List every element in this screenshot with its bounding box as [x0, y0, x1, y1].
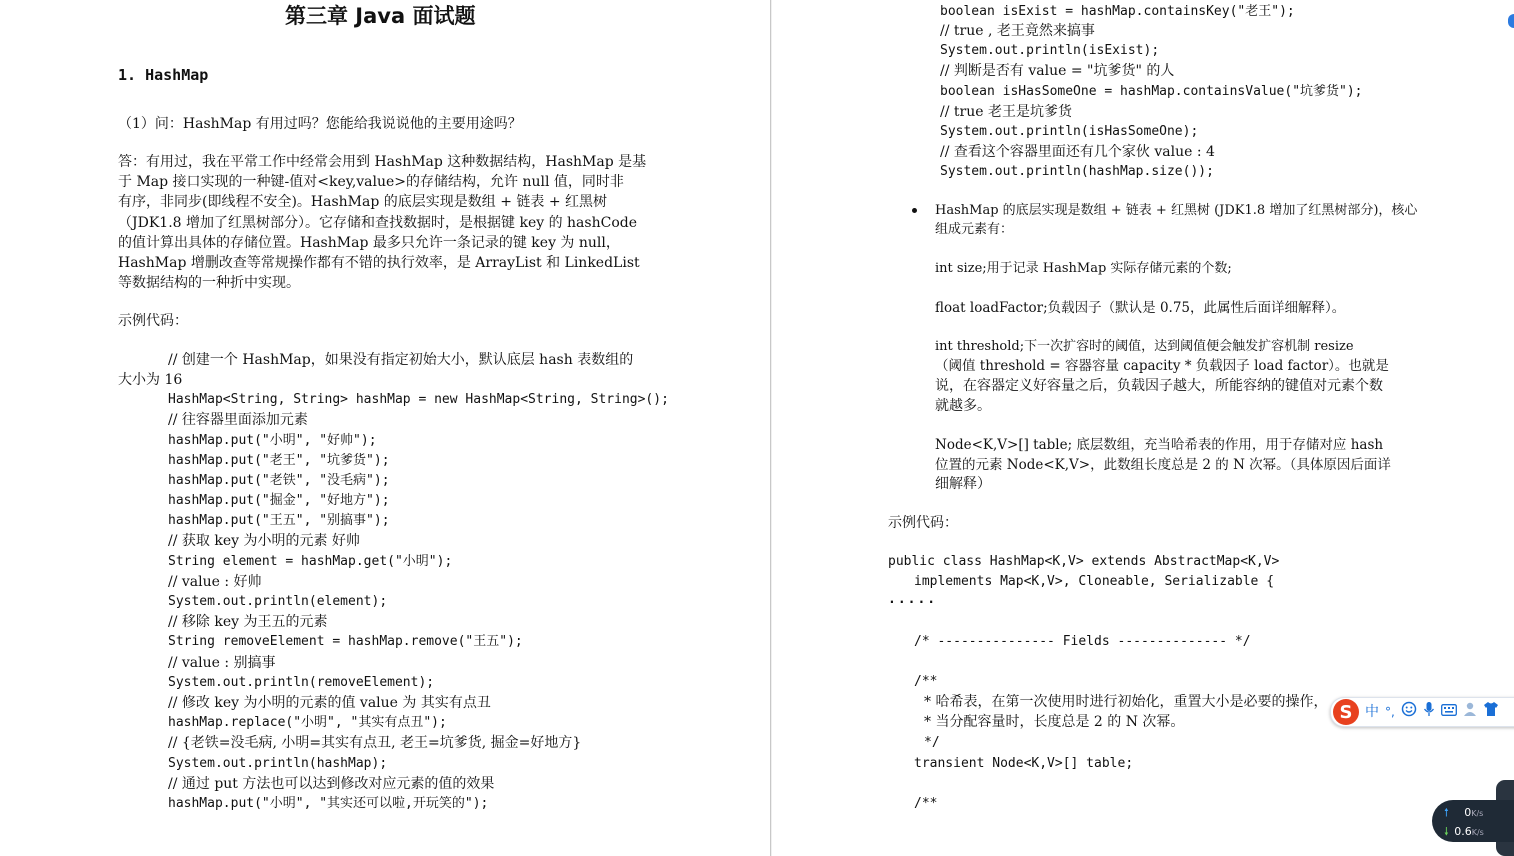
bullet-text: 组成元素有：: [935, 222, 1014, 237]
code-comment: // true 老王是坑爹货: [940, 104, 1072, 120]
ime-toolbar: [1330, 697, 1514, 727]
upload-speed: 0: [1464, 806, 1472, 819]
document-page-right: [772, 0, 1514, 856]
emoji-icon[interactable]: [1401, 701, 1417, 723]
code-line: /* --------------- Fields -------------- */: [914, 634, 1251, 649]
code-line: String removeElement = hashMap.remove("王五");: [168, 634, 523, 649]
code-comment: // 往容器里面添加元素: [168, 412, 308, 428]
download-speed: 0.6: [1454, 825, 1472, 838]
sogou-logo-icon[interactable]: S: [1333, 699, 1359, 725]
code-line: public class HashMap<K,V> extends AbstractMap<K,V>: [888, 554, 1280, 569]
field-desc: （阈值 threshold = 容器容量 capacity * 负载因子 load factor）。也就是: [935, 358, 1389, 374]
code-line: .....: [888, 592, 938, 607]
code-line: System.out.println(isExist);: [940, 43, 1160, 58]
code-comment: // 修改 key 为小明的元素的值 value 为 其实有点丑: [168, 695, 491, 711]
field-desc: 位置的元素 Node<K,V>，此数组长度总是 2 的 N 次幂。（具体原因后面详: [935, 457, 1391, 473]
answer-line: 有序，非同步(即线程不安全)。HashMap 的底层实现是数组 + 链表 + 红黑树: [118, 194, 608, 210]
code-comment: // value : 别搞事: [168, 655, 276, 671]
bullet-text: HashMap 的底层实现是数组 + 链表 + 红黑树 (JDK1.8 增加了红黑树部分)，核心: [935, 203, 1418, 218]
code-line: /**: [914, 796, 938, 811]
code-line: System.out.println(hashMap.size());: [940, 164, 1214, 179]
code-line: hashMap.put("王五", "别搞事");: [168, 513, 390, 528]
ime-mode-toggle[interactable]: 中: [1365, 704, 1379, 720]
user-icon[interactable]: [1463, 701, 1477, 723]
code-line: hashMap.put("小明", "其实还可以啦,开玩笑的");: [168, 796, 489, 811]
field-desc: 就越多。: [935, 398, 991, 414]
code-comment: // 判断是否有 value = "坑爹货" 的人: [940, 63, 1175, 79]
code-comment: * 哈希表，在第一次使用时进行初始化，重置大小是必要的操作，: [924, 694, 1328, 710]
code-line: hashMap.put("小明", "好帅");: [168, 433, 377, 448]
code-line: System.out.println(removeElement);: [168, 675, 435, 690]
code-line: */: [924, 735, 940, 750]
code-line: boolean isHasSomeOne = hashMap.containsValue("坑爹货");: [940, 84, 1363, 99]
side-scroll-indicator[interactable]: [1508, 14, 1514, 28]
answer-line: 的值计算出具体的存储位置。HashMap 最多只允许一条记录的键 key 为 null，: [118, 235, 620, 251]
download-unit: K/s: [1471, 828, 1484, 837]
bullet-icon: [912, 208, 917, 213]
tshirt-icon[interactable]: [1483, 701, 1499, 723]
field-desc: float loadFactor;负载因子（默认是 0.75，此属性后面详细解释）。: [935, 300, 1346, 316]
answer-line: 等数据结构的一种折中实现。: [118, 275, 300, 291]
code-comment: // 查看这个容器里面还有几个家伙 value : 4: [940, 144, 1215, 160]
code-comment: // 通过 put 方法也可以达到修改对应元素的值的效果: [168, 776, 495, 792]
code-line: hashMap.put("老铁", "没毛病");: [168, 473, 390, 488]
answer-line: 答：有用过，我在平常工作中经常会用到 HashMap 这种数据结构，HashMap 是基: [118, 154, 647, 170]
answer-line: HashMap 增删改查等常规操作都有不错的执行效率，是 ArrayList 和 LinkedList: [118, 255, 640, 271]
question-line: （1）问：HashMap 有用过吗？您能给我说说他的主要用途吗？: [118, 116, 522, 132]
upload-arrow-icon: 🠕: [1444, 806, 1449, 819]
code-comment: // value : 好帅: [168, 574, 262, 590]
example-label: 示例代码：: [888, 515, 958, 531]
field-desc: 细解释）: [935, 476, 991, 492]
code-comment: * 当分配容量时，长度总是 2 的 N 次幂。: [924, 714, 1185, 730]
code-comment: // true , 老王竟然来搞事: [940, 23, 1095, 39]
code-comment: // 获取 key 为小明的元素 好帅: [168, 533, 360, 549]
keyboard-icon[interactable]: [1441, 702, 1457, 722]
field-desc: int threshold;下一次扩容时的阈值，达到阈值便会触发扩容机制 resize: [935, 339, 1354, 354]
code-line: HashMap<String, String> hashMap = new HashMap<String, String>();: [168, 392, 669, 407]
code-line: boolean isExist = hashMap.containsKey("老王");: [940, 4, 1295, 19]
field-desc: 说，在容器定义好容量之后，负载因子越大，所能容纳的键值对元素个数: [935, 378, 1383, 394]
code-line: hashMap.put("掘金", "好地方");: [168, 493, 390, 508]
code-comment: // {老铁=没毛病, 小明=其实有点丑, 老王=坑爹货, 掘金=好地方}: [168, 735, 582, 751]
code-line: System.out.println(isHasSomeOne);: [940, 124, 1199, 139]
network-speed-widget[interactable]: [1432, 800, 1514, 842]
code-comment: // 创建一个 HashMap，如果没有指定初始大小，默认底层 hash 表数组的: [168, 352, 634, 368]
field-desc: int size;用于记录 HashMap 实际存储元素的个数;: [935, 261, 1232, 276]
code-line: hashMap.replace("小明", "其实有点丑");: [168, 715, 447, 730]
code-comment: 大小为 16: [118, 372, 183, 388]
answer-line: 于 Map 接口实现的一种键-值对<key,value>的存储结构，允许 null 值，同时非: [118, 174, 624, 190]
example-label: 示例代码：: [118, 313, 188, 329]
code-line: hashMap.put("老王", "坑爹货");: [168, 453, 390, 468]
code-line: transient Node<K,V>[] table;: [914, 756, 1134, 771]
chapter-title: 第三章 Java 面试题: [285, 4, 476, 28]
section-heading: 1. HashMap: [118, 66, 209, 84]
microphone-icon[interactable]: [1423, 701, 1435, 723]
code-line: System.out.println(hashMap);: [168, 756, 388, 771]
download-arrow-icon: 🠗: [1444, 825, 1449, 838]
field-desc: Node<K,V>[] table; 底层数组，充当哈希表的作用，用于存储对应 hash: [935, 437, 1384, 453]
upload-unit: K/s: [1471, 809, 1484, 818]
code-line: System.out.println(element);: [168, 594, 388, 609]
answer-line: （JDK1.8 增加了红黑树部分）。它存储和查找数据时，是根据键 key 的 hashCode: [118, 215, 637, 231]
code-comment: // 移除 key 为王五的元素: [168, 614, 328, 630]
ime-punct-toggle[interactable]: °,: [1385, 705, 1395, 719]
code-line: String element = hashMap.get("小明");: [168, 554, 453, 569]
code-line: /**: [914, 674, 938, 689]
code-line: implements Map<K,V>, Cloneable, Serializable {: [914, 574, 1275, 589]
